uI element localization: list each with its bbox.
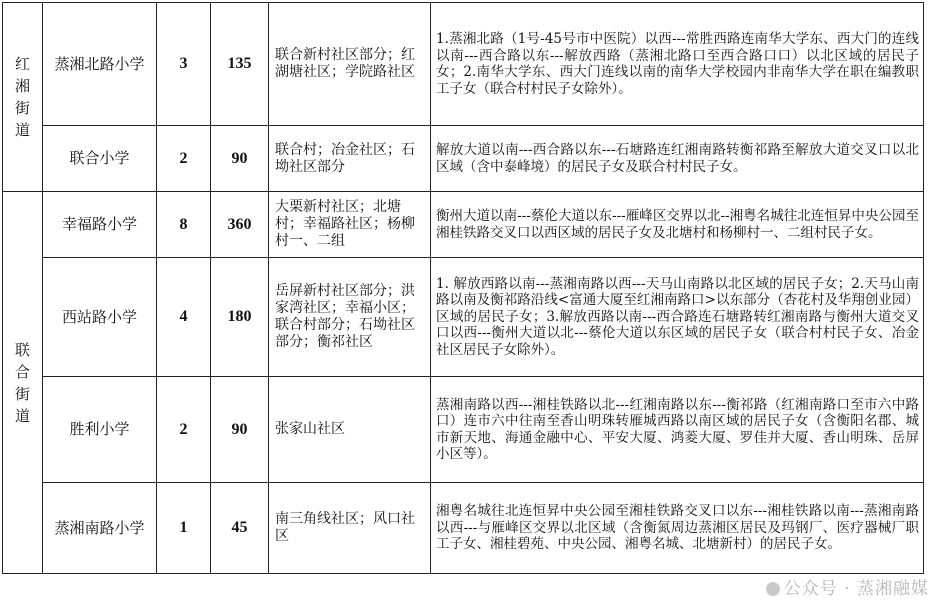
class-count: 8	[157, 192, 211, 258]
class-count: 2	[157, 377, 211, 483]
student-count: 45	[211, 483, 269, 574]
table-row	[3, 3, 924, 126]
class-count: 4	[157, 258, 211, 377]
class-count: 2	[157, 126, 211, 192]
class-count: 3	[157, 3, 211, 126]
enrollment-range: 湘粤名城往北连恒昇中央公园至湘桂铁路交叉口以东---湘桂铁路以南---蒸湘南路以西---与雁峰区交界以北区域（含衡氮周边蒸湘区居民及玛钢厂、医疗器械厂职工子女、湘桂碧苑、中央公园、湘粤名城、北塘新村）的居民子女。	[431, 483, 924, 574]
watermark: 公众号 · 蒸湘融媒	[766, 574, 929, 599]
student-count: 360	[211, 192, 269, 258]
table-row	[3, 483, 924, 574]
enrollment-range: 衡州大道以南---蔡伦大道以东---雁峰区交界以北--湘粤名城往北连恒昇中央公园至湘桂铁路交叉口以西区域的居民子女及北塘村和杨柳村一、二组村民子女。	[431, 192, 924, 258]
enrollment-range: 蒸湘南路以西---湘桂铁路以北---红湘南路以东---衡祁路（红湘南路口至市六中路口）连市六中往南至香山明珠转雁城西路以南区域的居民子女（含衡阳名郡、城市新天地、海通金融中心、平安大厦、鸿菱大厦、罗佳并大厦、香山明珠、岳屏小区等）。	[431, 377, 924, 483]
community-list: 张家山社区	[269, 377, 431, 483]
enrollment-range: 1. 解放西路以南---蒸湘南路以西---天马山南路以北区域的居民子女；2.天马山南路以南及衡祁路沿线<富通大厦至红湘南路口>以东部分（杏花村及华翔创业园）区域的居民子女；3.解放西路以南---西合路连石塘路转红湘南路与衡州大道交叉口以西---衡州大道以北---蔡伦大道以东区域的居民子女（联合村村民子女、冶金社区居民子女除外）。	[431, 258, 924, 377]
community-list: 南三角线社区；风口社区	[269, 483, 431, 574]
table-row	[3, 377, 924, 483]
enrollment-range: 解放大道以南---西合路以东---石塘路连红湘南路转衡祁路至解放大道交叉口以北区域（含中泰峰境）的居民子女及联合村村民子女。	[431, 126, 924, 192]
table-row	[3, 192, 924, 258]
street-cell-lianhe: 联合街道	[3, 192, 43, 574]
school-district-table	[2, 2, 924, 574]
student-count: 90	[211, 377, 269, 483]
enrollment-range: 1.蒸湘北路（1号-45号市中医院）以西---常胜西路连南华大学东、西大门的连线以南---西合路以东---解放西路（蒸湘北路口至西合路口口）以北区域的居民子女；2.南华大学东、西大门连线以南的南华大学校园内非南华大学在职在编教职工子女（联合村村民子女除外）。	[431, 3, 924, 126]
school-name: 联合小学	[43, 126, 157, 192]
student-count: 90	[211, 126, 269, 192]
community-list: 大栗新村社区；北塘村；幸福路社区；杨柳村一、二组	[269, 192, 431, 258]
school-name: 胜利小学	[43, 377, 157, 483]
student-count: 135	[211, 3, 269, 126]
school-name: 西站路小学	[43, 258, 157, 377]
community-list: 联合村；冶金社区；石坳社区部分	[269, 126, 431, 192]
wechat-icon	[766, 582, 780, 596]
student-count: 180	[211, 258, 269, 377]
school-name: 幸福路小学	[43, 192, 157, 258]
community-list: 联合新村社区部分；红湖塘社区；学院路社区	[269, 3, 431, 126]
school-name: 蒸湘南路小学	[43, 483, 157, 574]
table-row	[3, 126, 924, 192]
school-name: 蒸湘北路小学	[43, 3, 157, 126]
class-count: 1	[157, 483, 211, 574]
community-list: 岳屏新村社区部分；洪家湾社区；幸福小区；联合村部分；石坳社区部分；衡祁社区	[269, 258, 431, 377]
street-cell-hongxiang: 红湘街道	[3, 3, 43, 192]
table-row	[3, 258, 924, 377]
